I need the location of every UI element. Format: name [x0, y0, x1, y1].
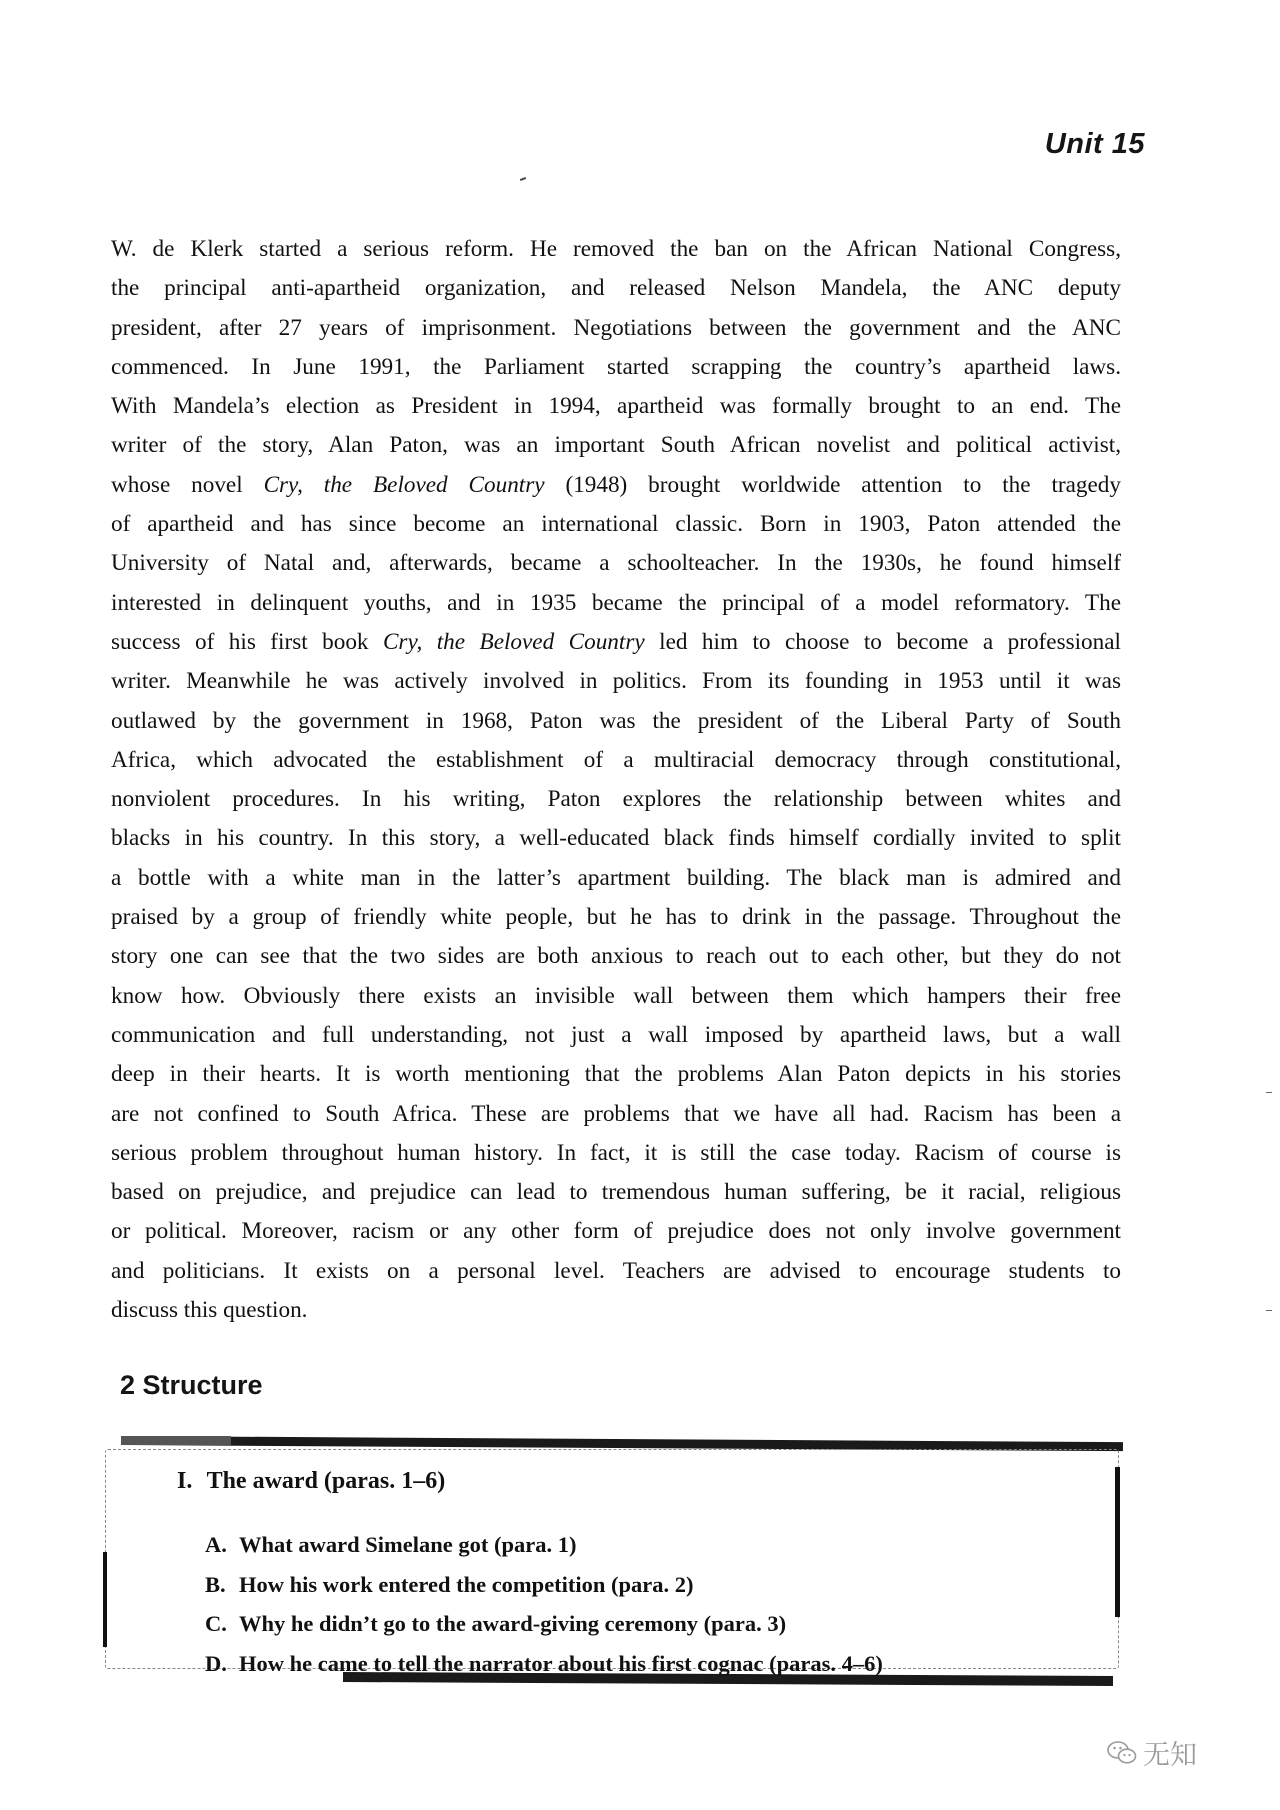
body-line-text: (1948) brought worldwide attention to the tragedy — [544, 471, 1121, 498]
body-line: University of Natal and, afterwards, became a schoolteacher. In the 1930s, he found himself — [111, 550, 1121, 577]
outline-sub-label: Why he didn’t go to the award-giving ceremony (para. 3) — [239, 1611, 787, 1636]
body-line: blacks in his country. In this story, a well-educated black finds himself cordially invited to split — [111, 825, 1121, 852]
outline-sub-letter: D. — [205, 1650, 227, 1676]
body-line: commenced. In June 1991, the Parliament started scrapping the country’s apartheid laws. — [111, 353, 1121, 380]
outline-sub-letter: A. — [205, 1532, 227, 1557]
body-line: interested in delinquent youths, and in 1935 became the principal of a model reformatory. The — [111, 589, 1121, 616]
scan-mark — [520, 177, 526, 181]
box-left-border — [103, 1552, 107, 1647]
outline-main-number: I. — [177, 1468, 193, 1494]
body-line: serious problem throughout human history. In fact, it is still the case today. Racism of course is — [111, 1139, 1121, 1166]
outline-sub-item — [205, 1644, 883, 1684]
body-line: writer. Meanwhile he was actively involved in politics. From its founding in 1953 until it was — [111, 668, 1121, 695]
body-line: and politicians. It exists on a personal level. Teachers are advised to encourage students to — [111, 1257, 1121, 1284]
outline-sub-item — [205, 1525, 883, 1565]
body-line: based on prejudice, and prejudice can lead to tremendous human suffering, be it racial, religious — [111, 1179, 1121, 1206]
body-line: discuss this question. — [111, 1297, 308, 1324]
body-line: writer of the story, Alan Paton, was an important South African novelist and political activist, — [111, 432, 1121, 459]
body-line: W. de Klerk started a serious reform. He removed the ban on the African National Congress, — [111, 236, 1121, 262]
scan-edge-tick — [1266, 1310, 1272, 1311]
wechat-icon — [1107, 1740, 1137, 1766]
body-line: or political. Moreover, racism or any other form of prejudice does not only involve government — [111, 1218, 1121, 1245]
body-line: communication and full understanding, not just a wall imposed by apartheid laws, but a wall — [111, 1021, 1121, 1048]
body-paragraph — [111, 230, 1121, 1330]
body-line — [111, 466, 1121, 505]
outline-sub-item — [205, 1604, 883, 1644]
body-line: are not confined to South Africa. These are problems that we have all had. Racism has been a — [111, 1100, 1121, 1127]
outline-main-label: The award (paras. 1–6) — [206, 1468, 446, 1494]
body-line-text: success of his first book — [111, 628, 383, 655]
body-line: president, after 27 years of imprisonment. Negotiations between the government and the ANC — [111, 314, 1121, 341]
outline-sub-letter: C. — [205, 1611, 227, 1636]
body-line: know how. Obviously there exists an invisible wall between them which hampers their free — [111, 982, 1121, 1009]
outline-sub-label: How he came to tell the narrator about his first cognac (paras. 4–6) — [239, 1650, 883, 1676]
box-top-border-accent — [121, 1436, 231, 1445]
body-line: outlawed by the government in 1968, Paton was the president of the Liberal Party of South — [111, 707, 1121, 734]
watermark-text: 无知 — [1143, 1740, 1197, 1771]
body-line: deep in their hearts. It is worth mentioning that the problems Alan Paton depicts in his stories — [111, 1061, 1121, 1088]
body-line: of apartheid and has since become an international classic. Born in 1903, Paton attended the — [111, 511, 1121, 538]
outline-sub-label: How his work entered the competition (para. 2) — [239, 1571, 694, 1597]
body-line: a bottle with a white man in the latter’s apartment building. The black man is admired and — [111, 864, 1121, 891]
book-title: Cry, the Beloved Country — [382, 628, 645, 655]
body-line-text: led him to choose to become a professional — [644, 628, 1121, 655]
section-heading: 2 Structure — [120, 1370, 263, 1400]
unit-title: Unit 15 — [1044, 128, 1145, 160]
body-line: Africa, which advocated the establishment of a multiracial democracy through constitutional, — [111, 746, 1121, 773]
outline-sub-item — [205, 1565, 883, 1605]
outline-sub-list — [205, 1525, 883, 1683]
box-right-border — [1115, 1467, 1120, 1617]
watermark — [1107, 1733, 1197, 1772]
body-line — [111, 623, 1121, 662]
body-line-text: whose novel — [111, 471, 264, 498]
body-line: the principal anti-apartheid organization, and released Nelson Mandela, the ANC deputy — [111, 275, 1121, 302]
body-line: story one can see that the two sides are both anxious to reach out to each other, but they do not — [111, 943, 1121, 970]
outline-sub-label: What award Simelane got (para. 1) — [239, 1532, 577, 1557]
body-line: praised by a group of friendly white people, but he has to drink in the passage. Throughout the — [111, 904, 1121, 931]
body-line: With Mandela’s election as President in 1994, apartheid was formally brought to an end. The — [111, 393, 1121, 420]
outline-sub-letter: B. — [205, 1571, 226, 1597]
outline-main-item — [177, 1468, 445, 1495]
scan-edge-tick — [1266, 1092, 1272, 1093]
body-line: nonviolent procedures. In his writing, Paton explores the relationship between whites and — [111, 786, 1121, 813]
structure-outline-box — [103, 1432, 1120, 1687]
book-title: Cry, the Beloved Country — [263, 471, 545, 498]
